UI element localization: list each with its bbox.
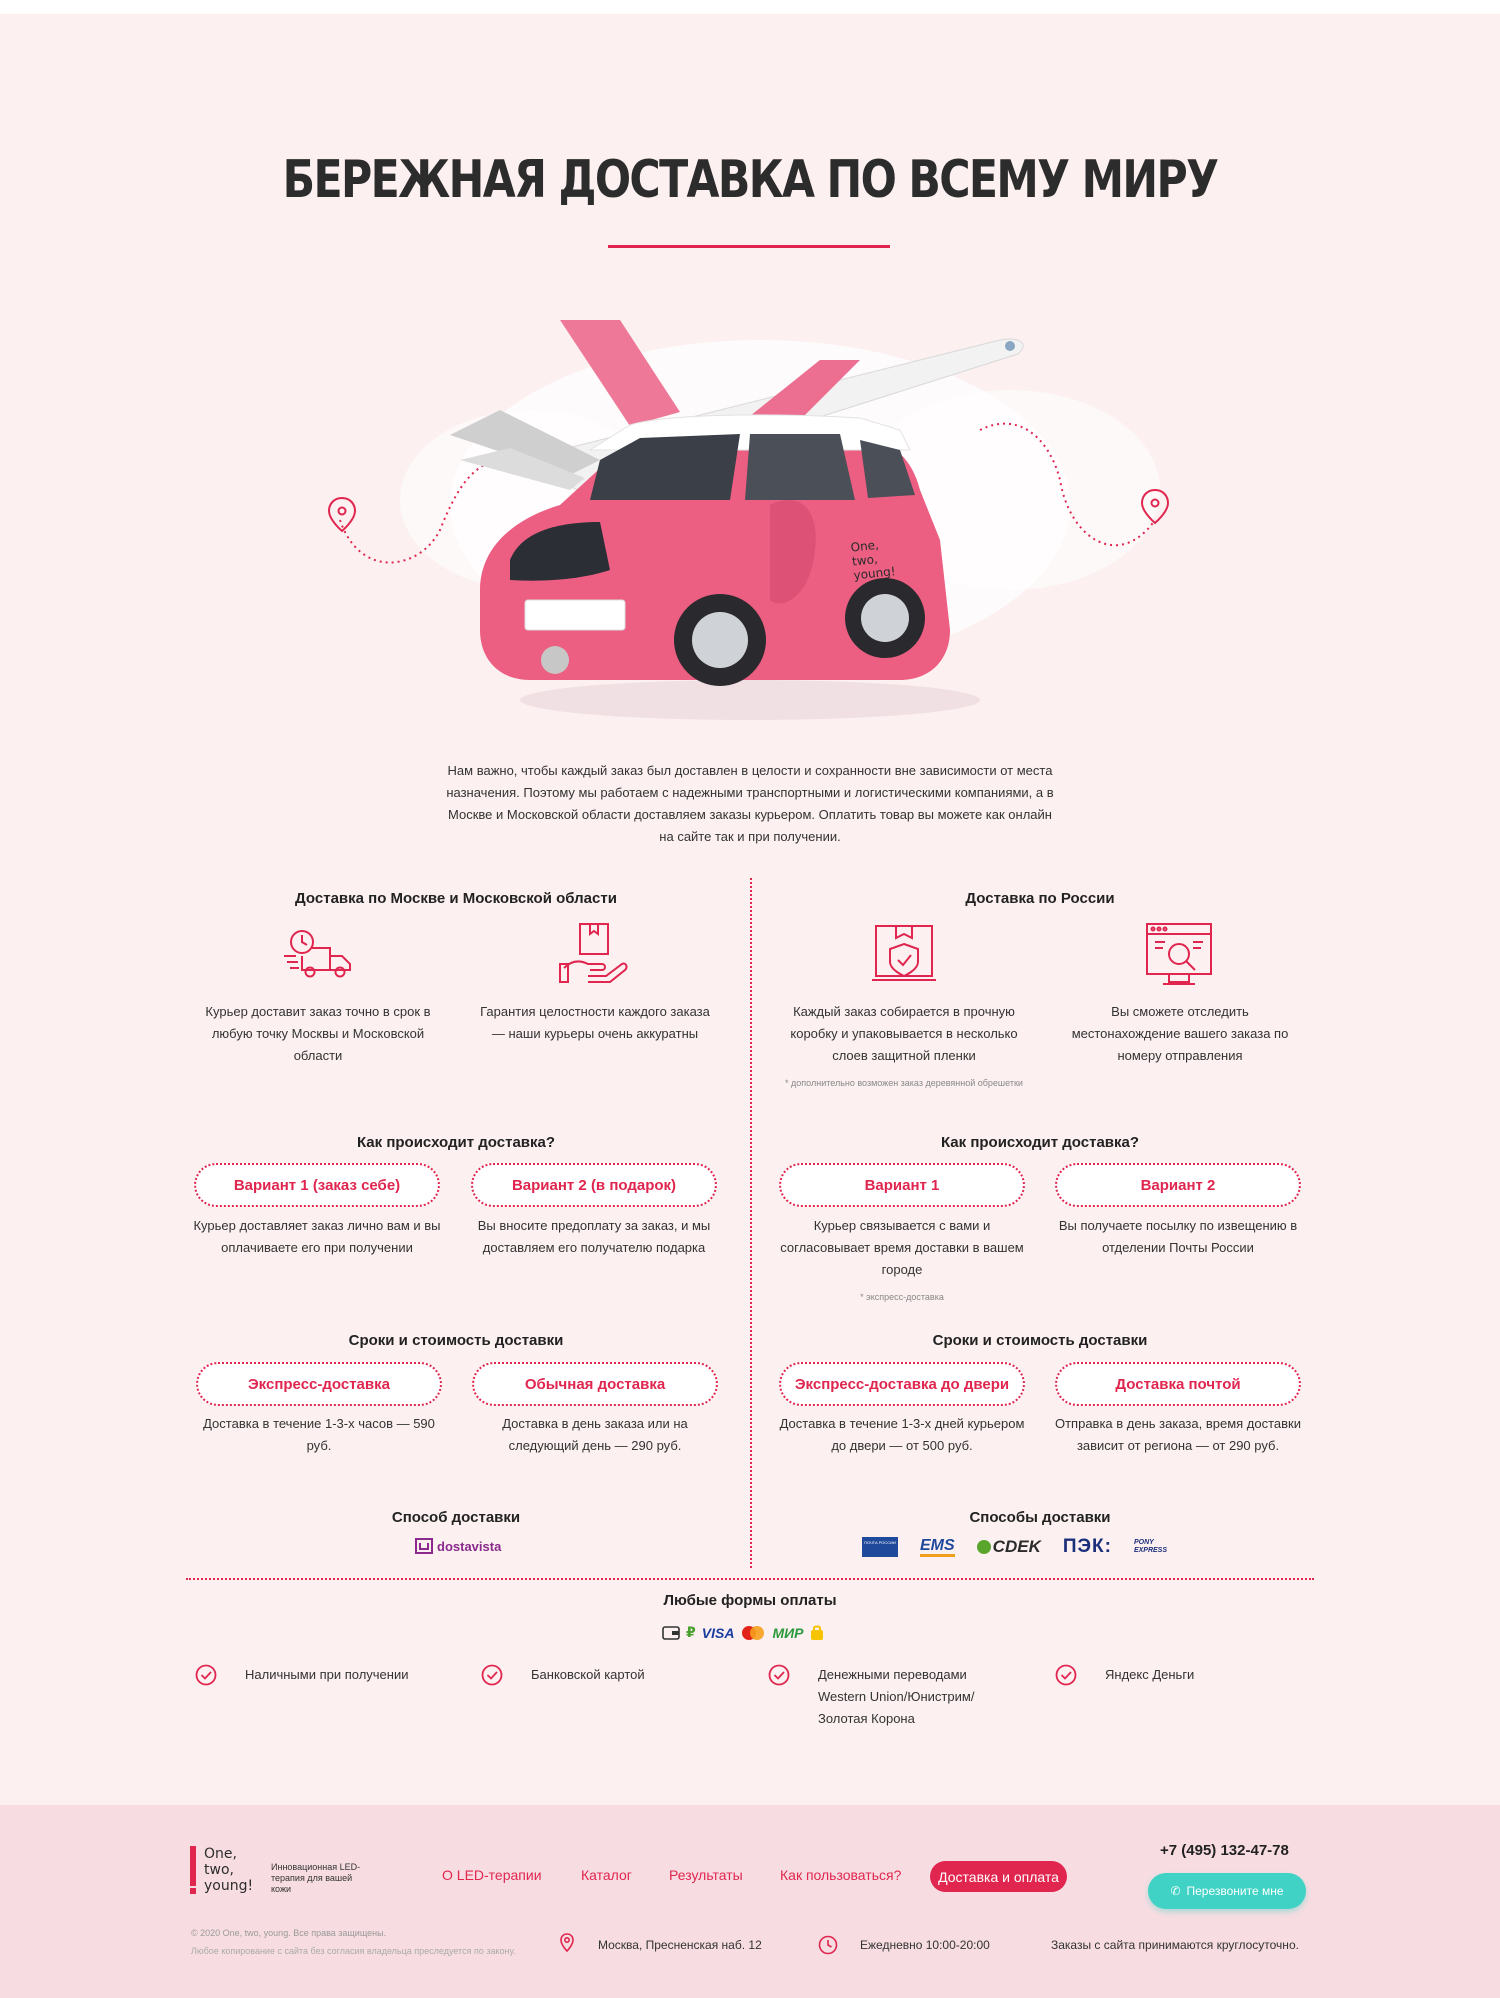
terms-description: Отправка в день заказа, время доставки зависит от региона — от 290 руб. (1054, 1416, 1301, 1453)
visa-logo: VISA (701, 1624, 735, 1641)
terms-description: Доставка в течение 1-3-х дней курьером до двери — от 500 руб. (779, 1416, 1025, 1453)
cdek-logo (977, 1537, 1041, 1557)
variant-2-button[interactable]: Вариант 2 (в подарок) (471, 1163, 717, 1207)
payment-option-label: Денежными переводами Western Union/Юнистрим/ Золотая Корона (818, 1667, 975, 1726)
carrier-logos (862, 1536, 1176, 1558)
location-pin-icon (560, 1933, 574, 1953)
section-divider (186, 1578, 1314, 1580)
mir-logo: МИР (772, 1624, 804, 1641)
courier-truck-icon (282, 926, 354, 984)
footer-tagline: Инновационная LED-терапия для вашей кожи (271, 1862, 361, 1894)
title-underline (608, 245, 890, 248)
how-heading: Как происходит доставка? (356, 1134, 556, 1151)
terms-heading: Сроки и стоимость доставки (348, 1332, 564, 1349)
variant-description: Курьер связывается с вами и согласовывает время доставки в вашем городе (780, 1218, 1024, 1277)
copy-note: Любое копирование с сайта без согласия владельца преследуется по закону. (191, 1946, 516, 1956)
regular-delivery-button[interactable]: Обычная доставка (472, 1362, 718, 1406)
express-door-delivery-button[interactable]: Экспресс-доставка до двери (779, 1362, 1025, 1406)
column-divider (750, 878, 752, 1568)
logo-dot (190, 1888, 196, 1894)
payment-option (195, 1664, 455, 1686)
pony-express-logo: PONY EXPRESS (1133, 1539, 1168, 1554)
ems-logo: EMS (920, 1538, 955, 1557)
mastercard-icon (740, 1625, 766, 1641)
dostavista-mark-icon (415, 1538, 433, 1554)
payment-option-label: Банковской картой (531, 1667, 645, 1682)
payment-option (768, 1664, 1028, 1730)
orders-note: Заказы с сайта принимаются круглосуточно. (1051, 1938, 1299, 1952)
variant-description: Курьер доставляет заказ лично вам и вы оплачиваете его при получении (193, 1218, 441, 1255)
tracking-monitor-icon (1145, 922, 1215, 988)
payment-heading: Любые формы оплаты (663, 1592, 837, 1609)
nav-delivery-payment[interactable]: Доставка и оплата (930, 1861, 1067, 1892)
variant-description: Вы получаете посылку по извещению в отделении Почты России (1058, 1218, 1298, 1255)
location-pin-icon (1142, 490, 1168, 523)
logo-word: One, (204, 1846, 237, 1862)
cdek-circle-icon (977, 1540, 991, 1554)
clock-icon (818, 1935, 838, 1955)
address: Москва, Пресненская наб. 12 (598, 1938, 762, 1952)
cdek-label: CDEK (992, 1537, 1041, 1556)
callback-label: Перезвоните мне (1186, 1884, 1284, 1898)
yandex-money-icon (810, 1625, 824, 1641)
nav-how-to-use[interactable]: Как пользоваться? (780, 1867, 902, 1883)
russian-post-logo: ПОЧТА РОССИИ (862, 1537, 898, 1557)
feature-text: Вы сможете отследить местонахождение вашего заказа по номеру отправления (1071, 1004, 1289, 1063)
terms-heading: Сроки и стоимость доставки (932, 1332, 1148, 1349)
feature-text: Гарантия целостности каждого заказа — наши курьеры очень аккуратны (480, 1004, 710, 1041)
terms-description: Доставка в течение 1-3-х часов — 590 руб. (203, 1416, 435, 1453)
terms-description: Доставка в день заказа или на следующий день — 290 руб. (502, 1416, 688, 1453)
copyright: © 2020 One, two, young. Все права защищены. (191, 1928, 387, 1938)
wallet-icon (662, 1626, 680, 1640)
feature-note: * дополнительно возможен заказ деревянной обрешетки (785, 1078, 1023, 1088)
feature-text: Каждый заказ собирается в прочную коробку и упаковывается в несколько слоев защитной пленки (790, 1004, 1018, 1063)
payment-option (481, 1664, 741, 1686)
logo-word: young! (204, 1878, 254, 1894)
logo-bar (190, 1846, 196, 1886)
ruble-icon: ₽ (686, 1624, 696, 1640)
site-logo[interactable] (190, 1846, 254, 1898)
check-circle-icon (195, 1664, 217, 1686)
phone-icon: ✆ (1170, 1884, 1181, 1898)
hero-illustration (300, 300, 1200, 730)
how-heading: Как происходит доставка? (940, 1134, 1140, 1151)
variant-description: Вы вносите предоплату за заказ, и мы доставляем его получателю подарка (477, 1218, 711, 1255)
callback-button[interactable] (1148, 1873, 1306, 1909)
working-hours: Ежедневно 10:00-20:00 (860, 1938, 990, 1952)
feature-text: Курьер доставит заказ точно в срок в любую точку Москвы и Московской области (205, 1004, 431, 1063)
logo-word: two, (204, 1862, 234, 1878)
method-heading: Способ доставки (391, 1509, 521, 1526)
methods-heading: Способы доставки (969, 1509, 1111, 1526)
variant-note: * экспресс-доставка (860, 1292, 944, 1302)
nav-results[interactable]: Результаты (669, 1867, 743, 1883)
shield-box-icon (870, 918, 938, 986)
phone-number[interactable]: +7 (495) 132-47-78 (1160, 1842, 1289, 1859)
car-brand-text: One, two, young! (849, 537, 897, 583)
russia-heading: Доставка по России (965, 890, 1115, 907)
variant-1-button[interactable]: Вариант 1 (779, 1163, 1025, 1207)
payment-option-label: Наличными при получении (245, 1667, 409, 1682)
nav-catalog[interactable]: Каталог (581, 1867, 632, 1883)
variant-1-button[interactable]: Вариант 1 (заказ себе) (194, 1163, 440, 1207)
express-delivery-button[interactable]: Экспресс-доставка (196, 1362, 442, 1406)
nav-led-therapy[interactable]: О LED-терапии (442, 1867, 542, 1883)
post-delivery-button[interactable]: Доставка почтой (1055, 1362, 1301, 1406)
payment-icons (662, 1624, 824, 1641)
check-circle-icon (1055, 1664, 1077, 1686)
dostavista-label: dostavista (437, 1538, 502, 1554)
moscow-heading: Доставка по Москве и Московской области (295, 890, 617, 907)
dostavista-logo (415, 1538, 501, 1554)
intro-text: Нам важно, чтобы каждый заказ был доставлен в целости и сохранности вне зависимости от места назначения. Поэтому мы работаем с надежными транспортными и логистическими компаниями, а в Москве и Московской области доставляем заказы курьером. Оплатить товар вы можете как онлайн на сайте так и при получении. (446, 763, 1054, 844)
route-line (300, 300, 1200, 730)
payment-option (1055, 1664, 1315, 1686)
variant-2-button[interactable]: Вариант 2 (1055, 1163, 1301, 1207)
payment-option-label: Яндекс Деньги (1105, 1667, 1195, 1682)
hand-box-icon (558, 920, 630, 986)
page-title: БЕРЕЖНАЯ ДОСТАВКА ПО ВСЕМУ МИРУ (282, 150, 1218, 210)
check-circle-icon (481, 1664, 503, 1686)
pek-logo: ПЭК: (1062, 1536, 1112, 1557)
check-circle-icon (768, 1664, 790, 1686)
